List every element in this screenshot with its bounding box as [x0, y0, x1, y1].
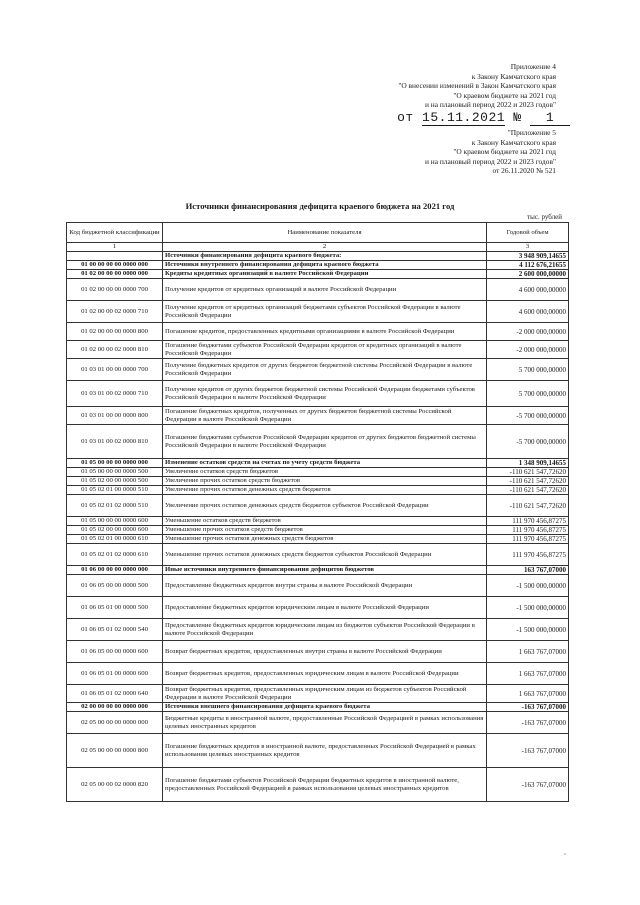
table-row — [67, 517, 569, 526]
header-line: к Закону Камчатского края — [471, 71, 556, 81]
row-value: -163 767,07000 — [487, 712, 569, 734]
row-code: 01 02 00 00 02 0000 710 — [67, 301, 163, 323]
row-name: Получение кредитов от других бюджетов бюджетной системы Российской Федерации бюджетами субъектов Российской Федерации в валюте Российской Федерации — [163, 381, 487, 407]
law-number: 1 — [530, 110, 570, 126]
row-name: Погашение бюджетных кредитов в иностранной валюте, предоставленных Российской Федерацией в рамках использования целевых иностранных кредитов — [163, 734, 487, 768]
table-row — [67, 575, 569, 597]
table-row — [67, 526, 569, 535]
row-value: -5 700 000,00000 — [487, 425, 569, 459]
row-value: -2 000 000,00000 — [487, 323, 569, 341]
row-code: 01 03 01 00 00 0000 700 — [67, 359, 163, 381]
row-value: -163 767,07000 — [487, 734, 569, 768]
row-code: 01 05 00 00 00 0000 600 — [67, 517, 163, 526]
row-name: Предоставление бюджетных кредитов юридическим лицам в валюте Российской Федерации — [163, 597, 487, 619]
row-code: 01 06 05 00 00 0000 500 — [67, 575, 163, 597]
row-code: 01 05 00 00 00 0000 000 — [67, 459, 163, 468]
financing-sources-table — [66, 222, 569, 802]
row-value: 163 767,07000 — [487, 566, 569, 575]
row-name: Уменьшение остатков средств бюджетов — [163, 517, 487, 526]
row-value: -1 500 000,00000 — [487, 575, 569, 597]
document-title: Источники финансирования дефицита краевого бюджета на 2021 год — [185, 201, 455, 211]
row-name: Погашение бюджетами субъектов Российской Федерации кредитов от других бюджетов бюджетной системы Российской Федерации в валюте Российской Федерации — [163, 425, 487, 459]
row-value: -163 767,07000 — [487, 703, 569, 712]
column-number-row — [67, 243, 569, 252]
row-name: Получение бюджетных кредитов от других бюджетов бюджетной системы Российской Федерации в валюте Российской Федерации — [163, 359, 487, 381]
row-name: Получение кредитов от кредитных организаций в валюте Российской Федерации — [163, 279, 487, 301]
row-code: 01 06 05 01 02 0000 640 — [67, 685, 163, 703]
header-line: Приложение 4 — [510, 62, 556, 71]
table-row — [67, 468, 569, 477]
row-value: -110 621 547,72620 — [487, 486, 569, 495]
row-value: 111 970 456,87275 — [487, 544, 569, 566]
row-code: 02 05 00 00 02 0000 820 — [67, 768, 163, 802]
header-line: "Приложение 5 — [507, 128, 556, 137]
row-name: Источники финансирования дефицита краевого бюджета: — [163, 252, 487, 261]
row-name: Уменьшение прочих остатков денежных средств бюджетов субъектов Российской Федерации — [163, 544, 487, 566]
column-number: 3 — [487, 243, 569, 252]
row-value: -110 621 547,72620 — [487, 477, 569, 486]
table-row — [67, 712, 569, 734]
table-row — [67, 663, 569, 685]
row-code: 01 05 02 01 02 0000 610 — [67, 544, 163, 566]
table-row — [67, 279, 569, 301]
row-code: 01 06 05 01 02 0000 540 — [67, 619, 163, 641]
row-value: 2 600 000,00000 — [487, 270, 569, 279]
row-code — [67, 252, 163, 261]
row-value: 1 663 767,07000 — [487, 685, 569, 703]
date-prefix: от — [397, 110, 414, 125]
table-row — [67, 477, 569, 486]
table-row — [67, 459, 569, 468]
row-name: Увеличение прочих остатков денежных средств бюджетов — [163, 486, 487, 495]
row-name: Погашение бюджетами субъектов Российской Федерации бюджетных кредитов в иностранной валюте, предоставленных Российской Федерацией в рамках использования целевых иностранных кредитов — [163, 768, 487, 802]
row-code: 01 02 00 00 02 0000 810 — [67, 341, 163, 359]
row-value: 1 348 909,14655 — [487, 459, 569, 468]
row-value: 5 700 000,00000 — [487, 381, 569, 407]
table-header-row — [67, 223, 569, 243]
law-date: 15.11.2021 — [422, 110, 506, 125]
row-name: Увеличение остатков средств бюджетов — [163, 468, 487, 477]
row-code: 01 03 01 00 02 0000 710 — [67, 381, 163, 407]
header-line: "О краевом бюджете на 2021 год — [453, 90, 556, 100]
header-line: от 26.11.2020 № 521 — [492, 166, 556, 176]
row-name: Погашение бюджетных кредитов, полученных от других бюджетов бюджетной системы Российской Федерации в валюте Российской Федерации — [163, 407, 487, 425]
row-name: Источники внутреннего финансирования дефицита краевого бюджета — [163, 261, 487, 270]
row-code: 01 02 00 00 00 0000 000 — [67, 270, 163, 279]
row-value: -163 767,07000 — [487, 768, 569, 802]
row-code: 01 05 00 00 00 0000 500 — [67, 468, 163, 477]
row-name: Изменение остатков средств на счетах по учету средств бюджета — [163, 459, 487, 468]
table-row — [67, 685, 569, 703]
row-value: -110 621 547,72620 — [487, 468, 569, 477]
row-code: 01 03 01 00 00 0000 800 — [67, 407, 163, 425]
table-row — [67, 341, 569, 359]
header-line: к Закону Камчатского края — [471, 137, 556, 147]
row-name: Уменьшение прочих остатков средств бюджетов — [163, 526, 487, 535]
row-code: 01 06 05 01 00 0000 500 — [67, 597, 163, 619]
table-row — [67, 261, 569, 270]
row-code: 01 05 02 01 00 0000 510 — [67, 486, 163, 495]
table-row — [67, 381, 569, 407]
row-name: Бюджетные кредиты в иностранной валюте, предоставленные Российской Федерацией в рамках использования целевых иностранных кредитов — [163, 712, 487, 734]
row-code: 01 03 01 00 02 0000 810 — [67, 425, 163, 459]
row-name: Источники внешнего финансирования дефицита краевого бюджета — [163, 703, 487, 712]
page-mark: " — [563, 854, 566, 859]
row-name: Возврат бюджетных кредитов, предоставленных внутри страны в валюте Российской Федерации — [163, 641, 487, 663]
table-row — [67, 768, 569, 802]
row-code: 01 05 02 01 02 0000 510 — [67, 495, 163, 517]
row-name: Увеличение прочих остатков средств бюджетов — [163, 477, 487, 486]
table-row — [67, 425, 569, 459]
table-row — [67, 270, 569, 279]
row-value: 4 600 000,00000 — [487, 301, 569, 323]
row-name: Увеличение прочих остатков денежных средств бюджетов субъектов Российской Федерации — [163, 495, 487, 517]
row-value: 111 970 456,87275 — [487, 517, 569, 526]
row-code: 02 00 00 00 00 0000 000 — [67, 703, 163, 712]
table-row — [67, 734, 569, 768]
row-name: Погашение бюджетами субъектов Российской Федерации кредитов от кредитных организаций в валюте Российской Федерации — [163, 341, 487, 359]
header-line: "О внесении изменений в Закон Камчатского края — [398, 81, 556, 91]
row-name: Погашение кредитов, предоставленных кредитными организациями в валюте Российской Федерации — [163, 323, 487, 341]
law-date-number — [397, 110, 570, 126]
table-row — [67, 495, 569, 517]
unit-label: тыс. рублей — [527, 213, 562, 221]
column-header-code: Код бюджетной классификации — [67, 223, 163, 243]
row-value: -5 700 000,00000 — [487, 407, 569, 425]
row-name: Возврат бюджетных кредитов, предоставленных юридическим лицам в валюте Российской Федерации — [163, 663, 487, 685]
table-row — [67, 544, 569, 566]
row-code: 01 00 00 00 00 0000 000 — [67, 261, 163, 270]
table-row — [67, 566, 569, 575]
row-code: 01 05 02 00 00 0000 600 — [67, 526, 163, 535]
header-line: "О краевом бюджете на 2021 год — [453, 147, 556, 157]
row-code: 02 05 00 00 00 0000 000 — [67, 712, 163, 734]
row-name: Кредиты кредитных организаций в валюте Российской Федерации — [163, 270, 487, 279]
row-value: -1 500 000,00000 — [487, 597, 569, 619]
table-row — [67, 301, 569, 323]
column-header-name: Наименование показателя — [163, 223, 487, 243]
table-row — [67, 535, 569, 544]
header-line: и на плановый период 2022 и 2023 годов" — [424, 156, 556, 166]
row-value: 111 970 456,87275 — [487, 526, 569, 535]
column-header-value: Годовой объем — [487, 223, 569, 243]
row-code: 01 05 02 00 00 0000 500 — [67, 477, 163, 486]
table-row — [67, 486, 569, 495]
row-name: Возврат бюджетных кредитов, предоставленных юридическим лицам из бюджетов субъектов Российской Федерации в валюте Российской Федерации — [163, 685, 487, 703]
appendix-4-header — [398, 62, 556, 110]
row-name: Предоставление бюджетных кредитов юридическим лицам из бюджетов субъектов Российской Федерации в валюте Российской Федерации — [163, 619, 487, 641]
table-row — [67, 597, 569, 619]
column-number: 1 — [67, 243, 163, 252]
table-row — [67, 407, 569, 425]
table-row — [67, 252, 569, 261]
row-value: -110 621 547,72620 — [487, 495, 569, 517]
row-code: 01 06 05 01 00 0000 600 — [67, 663, 163, 685]
row-value: 3 948 909,14655 — [487, 252, 569, 261]
row-value: -1 500 000,00000 — [487, 619, 569, 641]
table-row — [67, 641, 569, 663]
row-value: 4 112 676,21655 — [487, 261, 569, 270]
row-code: 02 05 00 00 00 0000 800 — [67, 734, 163, 768]
row-code: 01 05 02 01 00 0000 610 — [67, 535, 163, 544]
row-name: Уменьшение прочих остатков денежных средств бюджетов — [163, 535, 487, 544]
row-code: 01 02 00 00 00 0000 800 — [67, 323, 163, 341]
row-value: -2 000 000,00000 — [487, 341, 569, 359]
row-code: 01 02 00 00 00 0000 700 — [67, 279, 163, 301]
row-value: 1 663 767,07000 — [487, 663, 569, 685]
row-code: 01 06 00 00 00 0000 000 — [67, 566, 163, 575]
table-row — [67, 619, 569, 641]
row-value: 111 970 456,87275 — [487, 535, 569, 544]
header-line: и на плановый период 2022 и 2023 годов" — [424, 100, 556, 110]
number-sign: № — [513, 110, 522, 125]
appendix-5-header — [425, 128, 556, 176]
row-name: Иные источники внутреннего финансирования дефицитов бюджетов — [163, 566, 487, 575]
column-number: 2 — [163, 243, 487, 252]
row-name: Получение кредитов от кредитных организаций бюджетами субъектов Российской Федерации в валюте Российской Федерации — [163, 301, 487, 323]
row-code: 01 06 05 00 00 0000 600 — [67, 641, 163, 663]
row-value: 5 700 000,00000 — [487, 359, 569, 381]
row-value: 4 600 000,00000 — [487, 279, 569, 301]
row-value: 1 663 767,07000 — [487, 641, 569, 663]
table-row — [67, 359, 569, 381]
table-row — [67, 323, 569, 341]
row-name: Предоставление бюджетных кредитов внутри страны в валюте Российской Федерации — [163, 575, 487, 597]
table-row — [67, 703, 569, 712]
